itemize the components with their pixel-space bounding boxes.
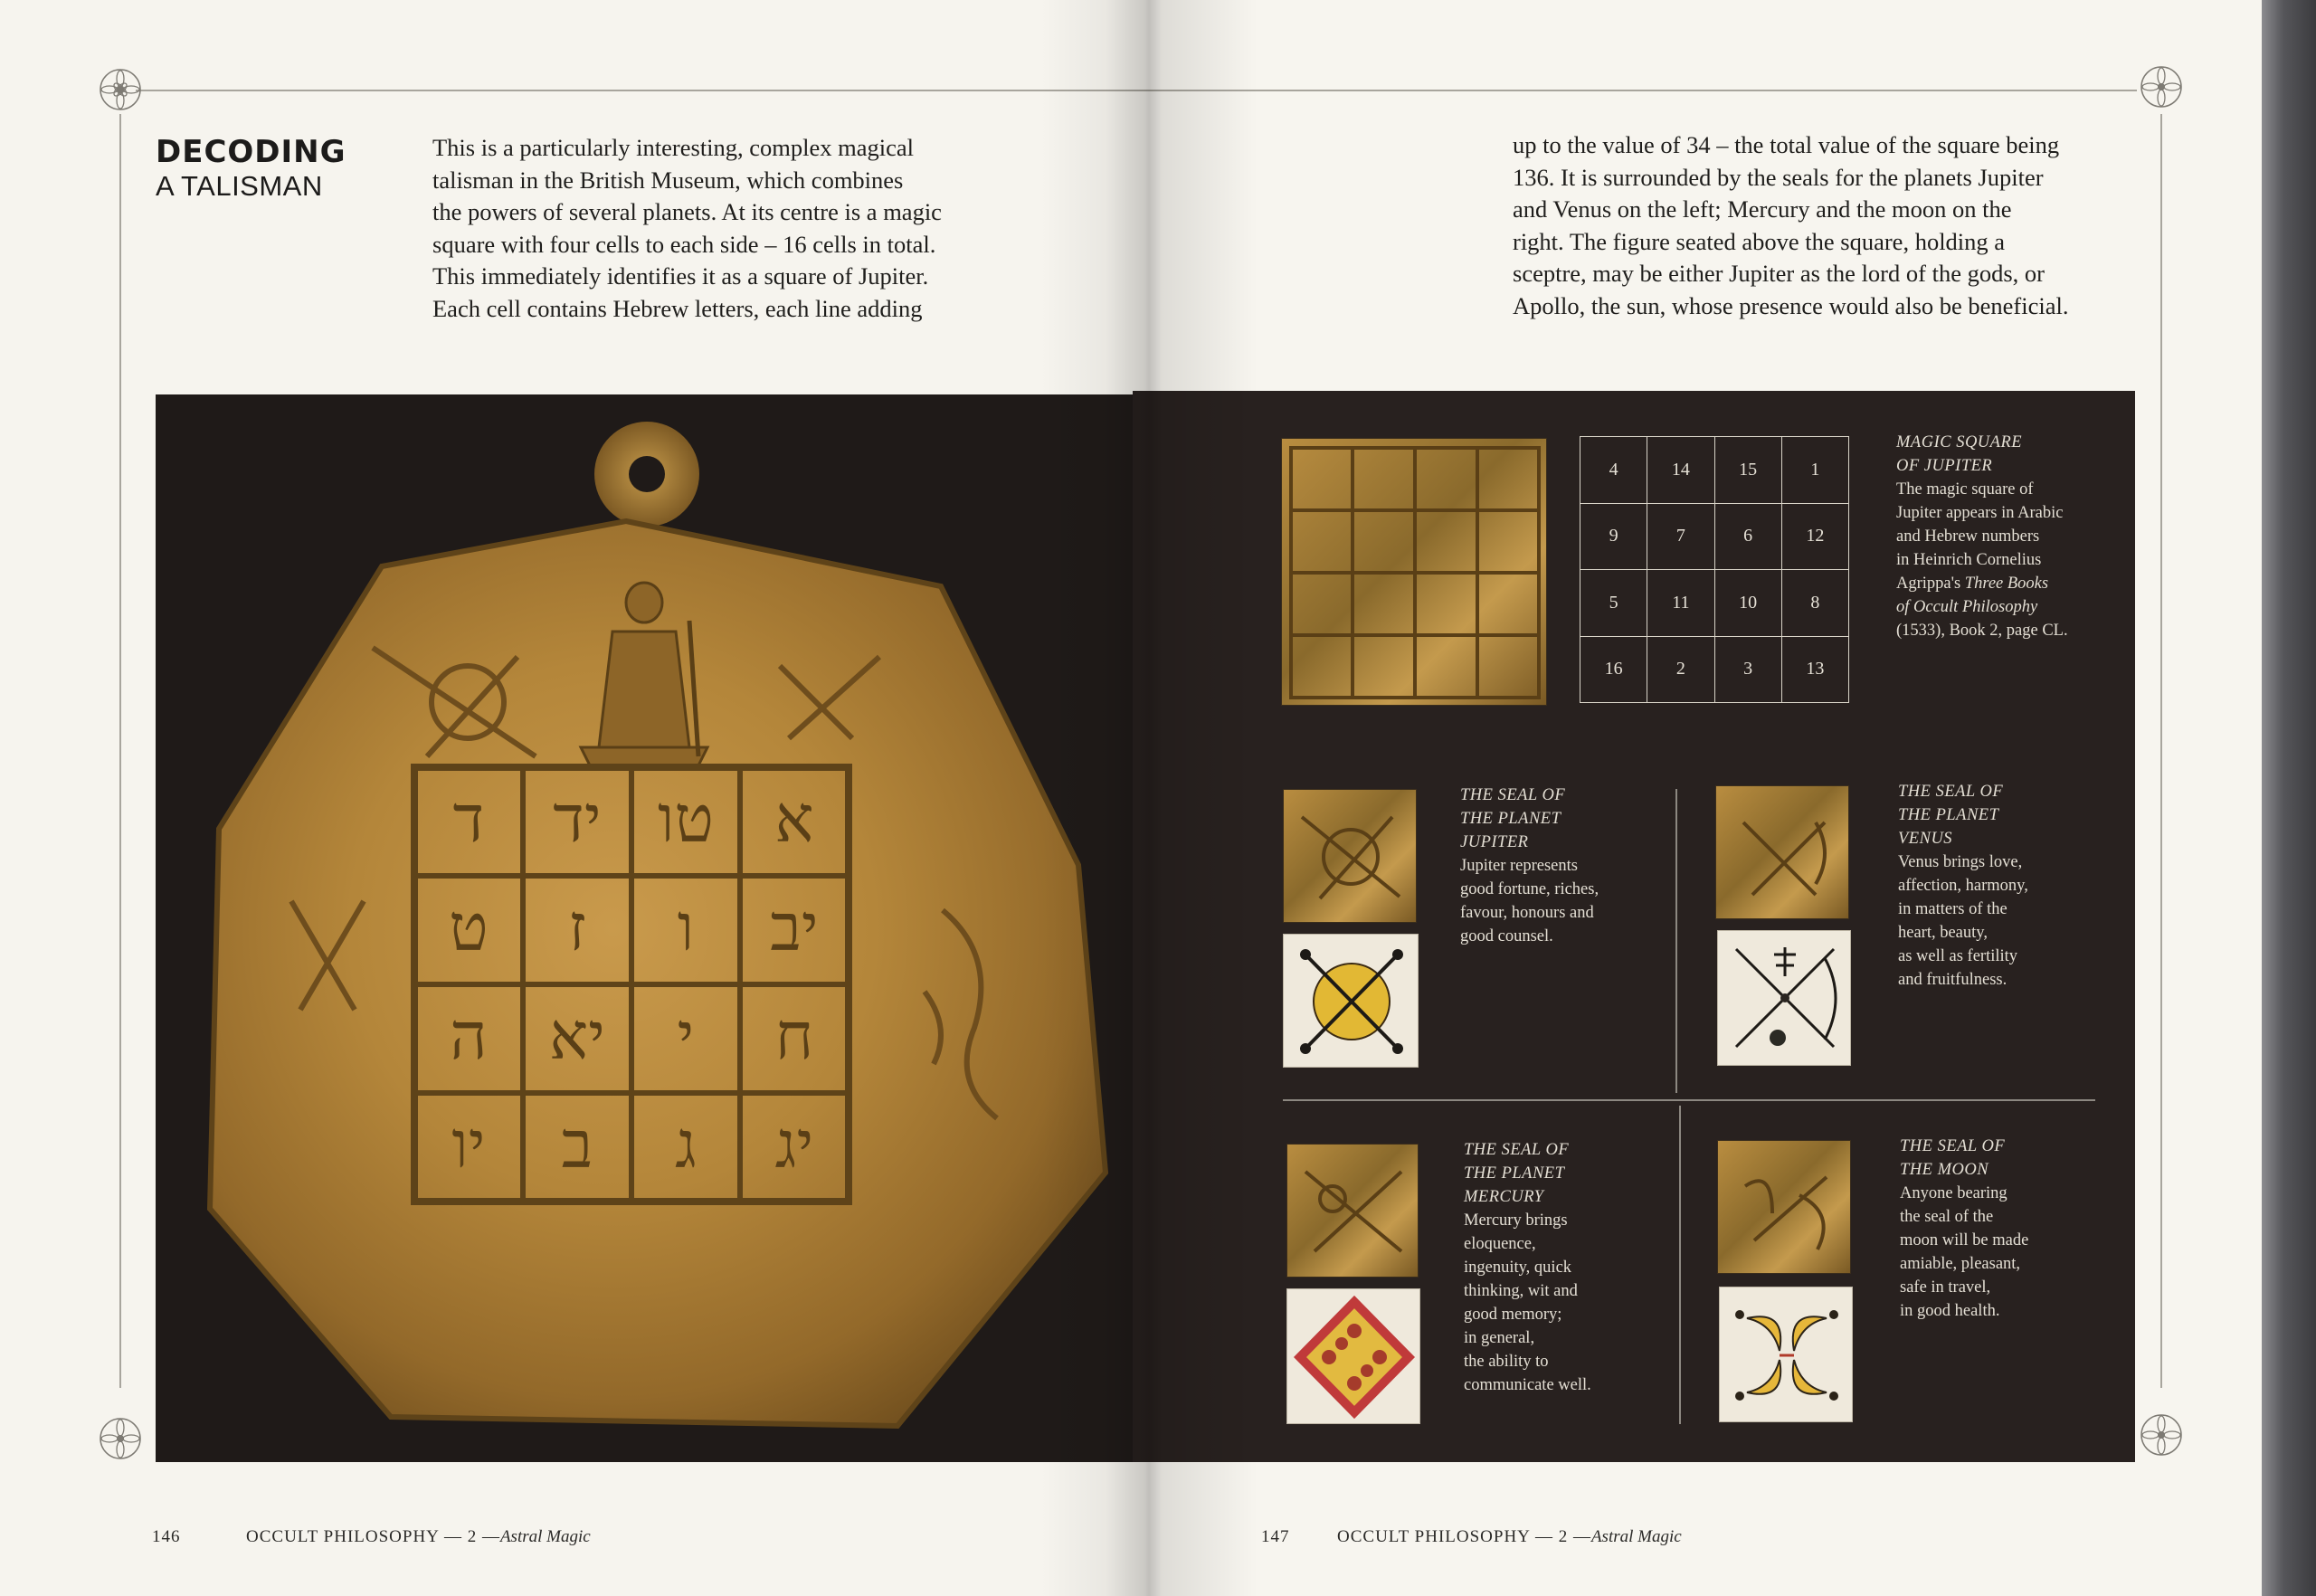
caption-line: in Heinrich Cornelius [1896,551,2042,569]
caption-line: Anyone bearing [1900,1184,2008,1202]
talisman-cell: טו [658,781,714,857]
magic-square-caption [1896,431,2068,642]
running-section: Astral Magic [1590,1527,1682,1546]
caption-line: the ability to [1464,1353,1549,1371]
caption-line: safe in travel, [1900,1278,1991,1297]
talisman-cell: יג [774,1107,814,1183]
body-line: up to the value of 34 – the total value of the square being [1513,131,2060,158]
section-heading [156,134,427,203]
square-cell: 7 [1647,503,1714,570]
magic-square-photo [1281,438,1547,706]
square-cell: 1 [1781,437,1848,504]
magic-square-table [1580,436,1849,703]
moon-seal-caption [1900,1135,2028,1323]
caption-line: amiable, pleasant, [1900,1255,2021,1273]
caption-line: eloquence, [1464,1235,1536,1253]
body-line: Each cell contains Hebrew letters, each line adding [432,294,923,322]
caption-line: good counsel. [1460,927,1553,945]
talisman-cell: יד [553,781,602,857]
caption-line: in matters of the [1898,900,2008,918]
caption-line: in general, [1464,1329,1535,1347]
frame-top-rule [1133,90,2137,91]
caption-title: THE SEAL OF [1464,1141,1570,1159]
square-cell: 9 [1580,503,1647,570]
mercury-seal-drawing [1286,1288,1420,1424]
body-line: and Venus on the left; Mercury and the moon on the [1513,195,2012,223]
frame-left-rule [119,114,121,1388]
caption-title: THE MOON [1900,1161,1989,1179]
jupiter-seal-drawing [1283,934,1419,1068]
square-cell: 16 [1580,636,1647,703]
square-cell: 3 [1714,636,1781,703]
square-cell: 8 [1781,570,1848,637]
seal-column-divider [1675,789,1677,1093]
rosette-ornament-icon [97,1415,144,1462]
body-line: talisman in the British Museum, which combines [432,166,904,194]
left-footer [152,1527,591,1547]
talisman-cell: ה [450,998,488,1074]
frame-right-rule [2160,114,2162,1388]
square-cell: 13 [1781,636,1848,703]
caption-title: JUPITER [1460,833,1529,851]
caption-line: and fruitfulness. [1898,971,2008,989]
book-title: of Occult Philosophy [1896,598,2038,616]
heading-line-2: A TALISMAN [156,170,323,202]
caption-title: MERCURY [1464,1188,1544,1206]
caption-line: The magic square of [1896,480,2034,499]
seal-column-divider [1679,1106,1681,1424]
running-section: Astral Magic [499,1527,591,1546]
square-cell: 2 [1647,636,1714,703]
square-cell: 6 [1714,503,1781,570]
caption-title: THE SEAL OF [1900,1137,2006,1155]
left-body-text [432,132,1011,325]
square-cell: 4 [1580,437,1647,504]
caption-title: VENUS [1898,830,1953,848]
talisman-cell: ט [449,889,489,965]
caption-line: communicate well. [1464,1376,1591,1394]
body-line: This is a particularly interesting, complex magical [432,134,915,161]
square-cell: 11 [1647,570,1714,637]
talisman-photo [156,394,1133,1462]
page-number: 146 [152,1527,181,1546]
caption-title: THE PLANET [1464,1164,1565,1183]
talisman-cell: ו [677,889,695,965]
caption-line: (1533), Book 2, page CL. [1896,622,2068,640]
caption-line: thinking, wit and [1464,1282,1578,1300]
jupiter-seal-photo [1283,789,1417,923]
caption-title: THE SEAL OF [1460,786,1566,804]
talisman-cell: ג [675,1107,697,1183]
mercury-seal-photo [1286,1144,1419,1278]
book-title: Three Books [1964,575,2049,593]
caption-line: Mercury brings [1464,1211,1568,1230]
caption-title: THE PLANET [1460,810,1561,828]
caption-line: moon will be made [1900,1231,2029,1249]
caption-line: Jupiter represents [1460,857,1578,875]
body-line: right. The figure seated above the square, holding a [1513,227,2006,255]
caption-text: Agrippa's [1896,575,1965,593]
venus-seal-drawing [1717,930,1851,1066]
caption-title: THE SEAL OF [1898,783,2004,801]
seal-row-divider [1283,1099,2095,1101]
body-line: the powers of several planets. At its centre is a magic [432,198,942,225]
body-line: square with four cells to each side – 16 cells in total. [432,230,936,258]
square-cell: 10 [1714,570,1781,637]
talisman-cell: יב [770,889,819,965]
talisman-cell: א [774,781,814,857]
caption-line: ingenuity, quick [1464,1259,1572,1277]
jupiter-seal-caption [1460,784,1599,948]
body-line: 136. It is surrounded by the seals for the planets Jupiter [1513,163,2044,191]
magic-square-thumb-grid [1282,439,1547,706]
caption-line: favour, honours and [1460,904,1594,922]
talisman-illustration [156,394,1133,1462]
caption-line: heart, beauty, [1898,924,1988,942]
caption-line: and Hebrew numbers [1896,527,2040,546]
venus-seal-caption [1898,780,2028,992]
talisman-cell: יו [451,1107,486,1183]
caption-line: Venus brings love, [1898,853,2023,871]
caption-line [1896,572,2068,595]
right-footer [1261,1527,1682,1547]
moon-seal-photo [1717,1140,1851,1274]
square-cell: 14 [1647,437,1714,504]
right-body-text [1513,129,2146,322]
body-line: This immediately identifies it as a square of Jupiter. [432,262,929,290]
caption-line: affection, harmony, [1898,877,2028,895]
caption-line: Jupiter appears in Arabic [1896,504,2064,522]
page-number: 147 [1261,1527,1290,1546]
caption-line: good fortune, riches, [1460,880,1599,898]
talisman-cell: יא [548,998,606,1074]
talisman-cell: י [677,998,695,1074]
book-page-edges [2262,0,2316,1596]
moon-seal-drawing [1719,1287,1853,1422]
caption-title: THE PLANET [1898,806,1999,824]
caption-line: as well as fertility [1898,947,2018,965]
caption-title: MAGIC SQUARE [1896,433,2023,451]
talisman-cell: ד [452,781,485,857]
talisman-cell: ב [561,1107,593,1183]
caption-line: good memory; [1464,1306,1562,1324]
running-title: OCCULT PHILOSOPHY — 2 — [246,1527,500,1546]
talisman-cell: ח [774,998,814,1074]
body-line: Apollo, the sun, whose presence would also be beneficial. [1513,291,2069,319]
caption-line: the seal of the [1900,1208,1994,1226]
caption-line: in good health. [1900,1302,2000,1320]
body-line: sceptre, may be either Jupiter as the lord of the gods, or [1513,260,2045,287]
square-cell: 15 [1714,437,1781,504]
running-title: OCCULT PHILOSOPHY — 2 — [1337,1527,1591,1546]
square-cell: 12 [1781,503,1848,570]
talisman-cell: ז [567,889,587,965]
square-cell: 5 [1580,570,1647,637]
caption-line [1896,595,2068,619]
venus-seal-photo [1715,785,1849,919]
caption-title: OF JUPITER [1896,457,1993,475]
rosette-ornament-icon [97,66,144,113]
mercury-seal-caption [1464,1138,1591,1397]
rosette-ornament-icon [2138,1411,2185,1458]
frame-top-rule [136,90,1133,91]
rosette-ornament-icon [2138,63,2185,110]
heading-line-1: DECODING [156,134,346,170]
